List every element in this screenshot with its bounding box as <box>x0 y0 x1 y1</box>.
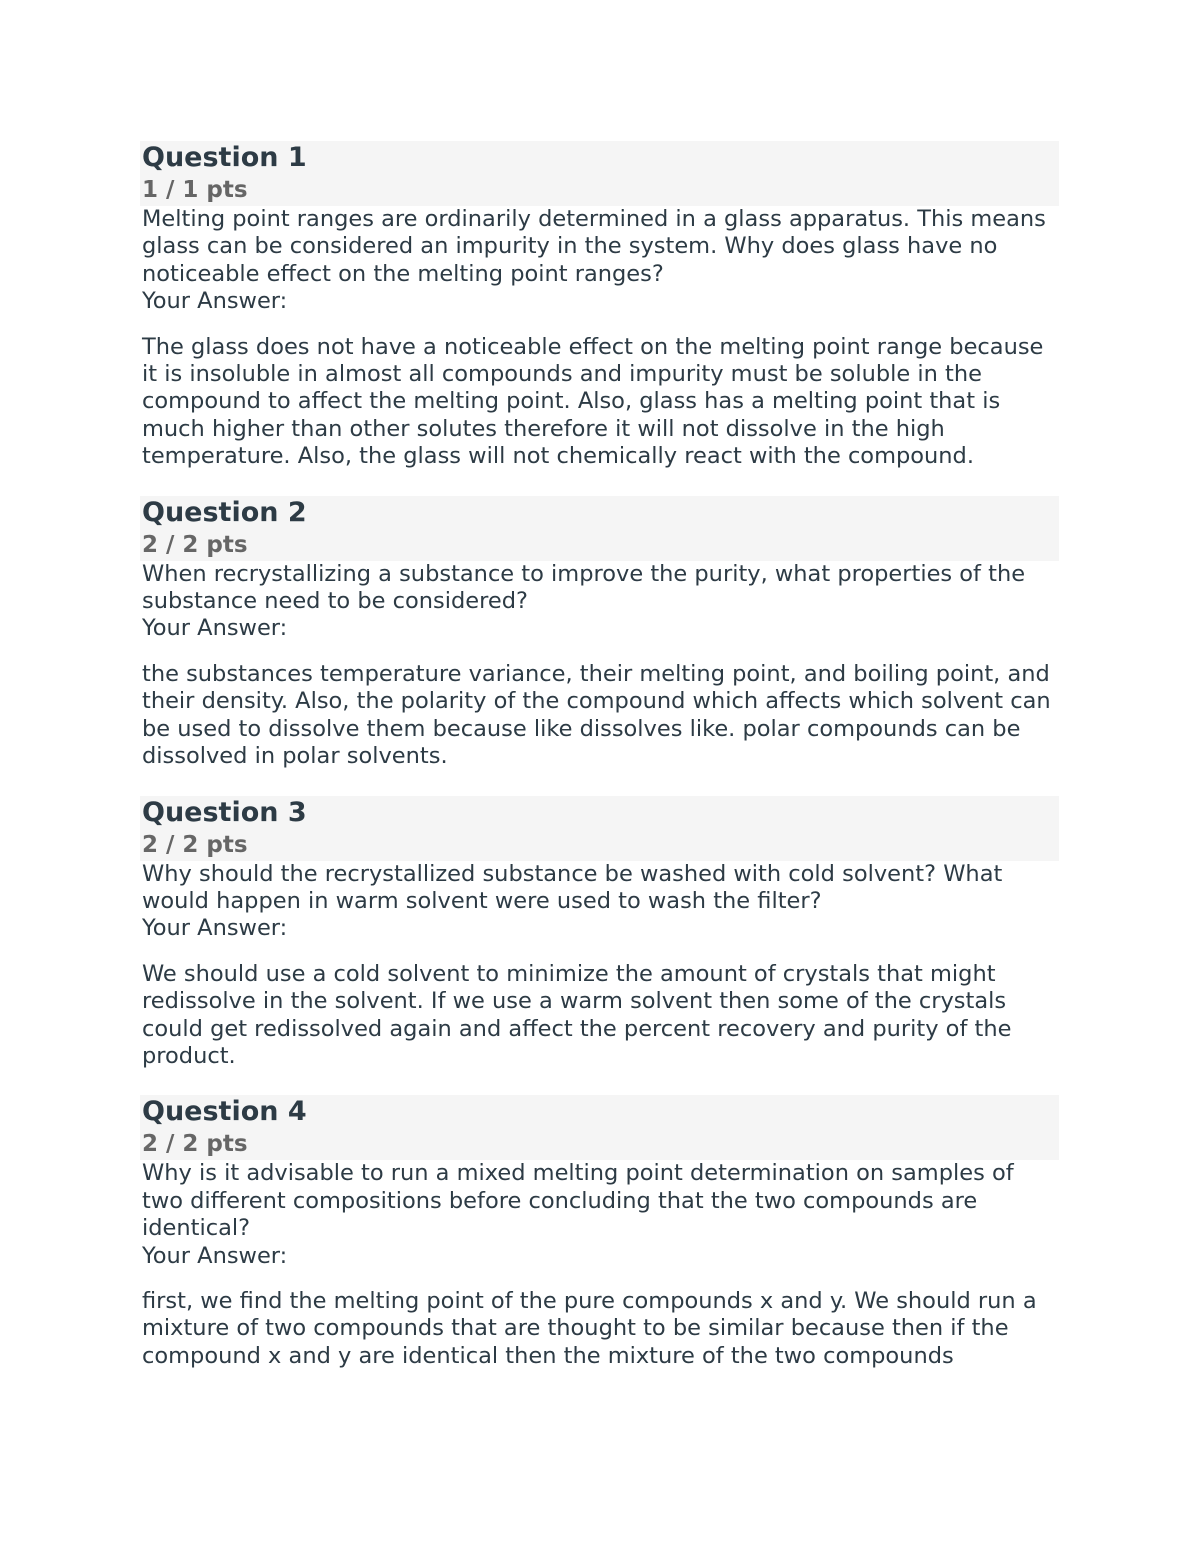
question-header <box>140 1095 1059 1160</box>
question-title: Question 2 <box>142 496 307 528</box>
question-prompt: Why is it advisable to run a mixed melting point determination on samples of two different compositions before concluding that the two compounds are identical? <box>142 1160 1014 1242</box>
answer-text: the substances temperature variance, their melting point, and boiling point, and their density. Also, the polarity of the compound which affects which solvent can be used to dissolve them because like dissolves like. polar compounds can be dissolved in polar solvents. <box>142 660 1051 770</box>
spacer <box>142 771 1059 796</box>
question-score: 1 / 1 pts <box>142 177 248 203</box>
answer-label: Your Answer: <box>142 1242 288 1269</box>
question-prompt: Why should the recrystallized substance be washed with cold solvent? What would happen in warm solvent were used to wash the filter? <box>142 860 1003 914</box>
question-3 <box>142 796 1059 1071</box>
question-header <box>140 496 1059 561</box>
spacer <box>142 471 1059 496</box>
spacer <box>142 1070 1059 1095</box>
answer-text: The glass does not have a noticeable effect on the melting point range because it is insoluble in almost all compounds and impurity must be soluble in the compound to affect the melting point. Also, glass has a melting point that is much higher than other solutes therefore it will not dissolve in the high temperature. Also, the glass will not chemically react with the compound. <box>142 333 1044 470</box>
question-4 <box>142 1095 1059 1370</box>
question-score: 2 / 2 pts <box>142 531 248 558</box>
answer-label: Your Answer: <box>142 288 288 315</box>
question-2 <box>142 496 1059 771</box>
question-title: Question 4 <box>142 1096 307 1128</box>
question-score: 2 / 2 pts <box>142 831 248 858</box>
answer-label: Your Answer: <box>142 615 288 642</box>
answer-label: Your Answer: <box>142 915 288 942</box>
quiz-document <box>142 141 1059 1370</box>
answer-text: first, we find the melting point of the pure compounds x and y. We should run a mixture of two compounds that are thought to be similar because then if the compound x and y are identical then the mixture of the two compounds <box>142 1287 1037 1369</box>
question-header <box>140 141 1059 206</box>
question-title: Question 3 <box>142 796 307 828</box>
question-prompt: Melting point ranges are ordinarily determined in a glass apparatus. This means glass can be considered an impurity in the system. Why does glass have no noticeable effect on the melting point ranges? <box>142 206 1046 287</box>
answer-text: We should use a cold solvent to minimize the amount of crystals that might redissolve in the solvent. If we use a warm solvent then some of the crystals could get redissolved again and affect the percent recovery and purity of the product. <box>142 960 1012 1069</box>
question-prompt: When recrystallizing a substance to improve the purity, what properties of the substance need to be considered? <box>142 560 1026 615</box>
question-score: 2 / 2 pts <box>142 1131 248 1158</box>
question-header <box>140 796 1059 861</box>
question-title: Question 1 <box>142 142 307 173</box>
question-1 <box>142 141 1059 471</box>
